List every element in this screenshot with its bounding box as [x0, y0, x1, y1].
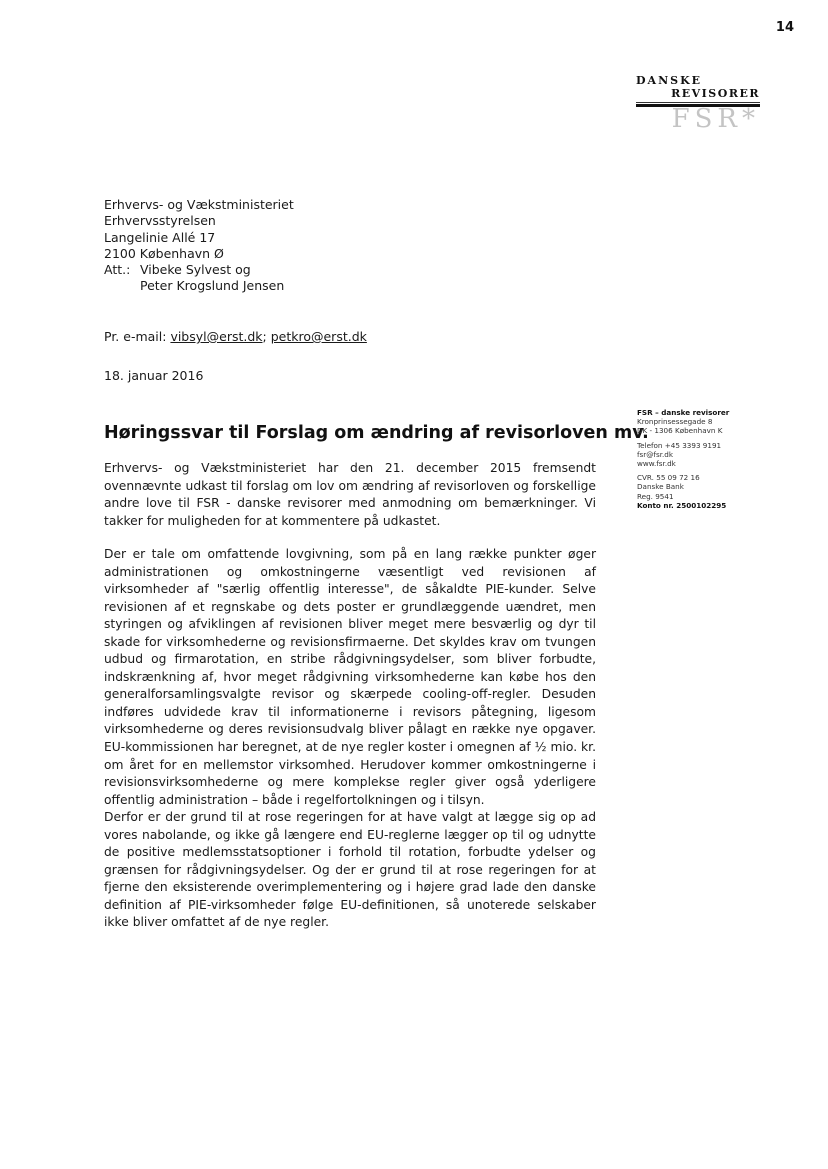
logo-rule — [636, 102, 760, 103]
recipient-address — [104, 197, 294, 295]
letter-title: Høringssvar til Forslag om ændring af revisorloven mv. — [104, 423, 649, 443]
address-line: Erhvervsstyrelsen — [104, 213, 216, 229]
attention-name: Peter Krogslund Jensen — [140, 278, 285, 294]
sender-info — [637, 408, 757, 510]
letter-date: 18. januar 2016 — [104, 368, 204, 383]
sender-reg: Reg. 9541 — [637, 491, 674, 501]
paragraph-text: Derfor er der grund til at rose regeringen for at have valgt at lægge sig op ad vores nabolande, og ikke gå længere end EU-reglerne lægger op til og udnytte de positive medlemsstatsoptioner i forhold til rotation, forbudte ydelser og grænsen for rådgivningsydelser. Og der er grund til at rose regeringen for at fjerne den eksisterende overimplementering og i højere grad lade den danske definition af PIE-virksomheder følge EU-definitionen, så unoterede selskaber ikke bliver omfattet af de nye regler. — [104, 810, 596, 930]
logo-line-danske: DANSKE — [636, 74, 703, 87]
sender-web[interactable]: www.fsr.dk — [637, 459, 676, 469]
sender-city: DK - 1306 København K — [637, 426, 723, 436]
sender-name: FSR – danske revisorer — [637, 408, 730, 417]
logo-line-fsr: FSR* — [671, 104, 760, 134]
sender-cvr: CVR. 55 09 72 16 — [637, 473, 700, 483]
address-line: Langelinie Allé 17 — [104, 229, 216, 245]
sender-bank: Danske Bank — [637, 482, 684, 492]
logo-line-revisorer: REVISORER — [671, 87, 760, 100]
sender-phone: Telefon +45 3393 9191 — [637, 440, 722, 450]
address-line: Erhvervs- og Vækstministeriet — [104, 197, 294, 212]
paragraph-text: Der er tale om omfattende lovgivning, som på en lang række punkter øger administrationen og omkostningerne væsentligt ved revisionen af virksomheder af "særlig offentlig interesse", de såkaldte PIE-kunder. Selve revisionen af et regnskabe og dets poster er grundlæggende uændret, men styringen og afviklingen af revisionen bliver meget mere besværlig og dyr til skade for virksomhederne og revisionsfirmaerne. Det skyldes krav om tvungen udbud og firmarotation, en stribe rådgivningsydelser, som bliver forbudte, indskrænkning af, hvor meget rådgivning virksomhederne kan købe hos den generalforsamlingsvalgte revisor og skærpede cooling-off-regler. Desuden indføres udvidede krav til informationerne i revisors påtegning, ligesom virksomhederne og deres revisionsudvalg bliver pålagt en række nye opgaver. EU-kommissionen har beregnet, at de nye regler koster i omegnen af ½ mio. kr. om året for en mellemstor virksomhed. Herudover kommer omkostningerne i revisionsvirksomhederne og mere komplekse regler giver også yderligere offentlig administration – både i regelfortolkningen og i tilsyn. — [104, 547, 596, 807]
fsr-logo — [636, 74, 760, 134]
sender-street: Kronprinsessegade 8 — [637, 417, 713, 427]
email-link-petkro[interactable]: petkro@erst.dk — [270, 329, 367, 344]
paragraph-text: Erhvervs- og Vækstministeriet har den 21. december 2015 fremsendt ovennævnte udkast til forslag om lov om ændring af revisorloven og forskellige andre love til FSR - danske revisorer med anmodning om bemærkninger. Vi takker for muligheden for at kommentere på udkastet. — [104, 461, 596, 528]
attention-name: Vibeke Sylvest og — [140, 262, 251, 278]
body-paragraph-main — [104, 546, 596, 932]
sender-email[interactable]: fsr@fsr.dk — [637, 449, 673, 459]
email-line — [104, 329, 367, 344]
page-number: 14 — [775, 20, 794, 35]
attention-row — [104, 262, 294, 278]
body-paragraph-intro — [104, 460, 596, 530]
email-separator: ; — [262, 329, 267, 344]
email-link-vibsyl[interactable]: vibsyl@erst.dk — [170, 329, 263, 344]
attention-label: Att.: — [104, 262, 131, 278]
email-prefix: Pr. e-mail: — [104, 329, 167, 344]
sender-account: Konto nr. 2500102295 — [637, 500, 727, 510]
address-line: 2100 København Ø — [104, 245, 224, 261]
